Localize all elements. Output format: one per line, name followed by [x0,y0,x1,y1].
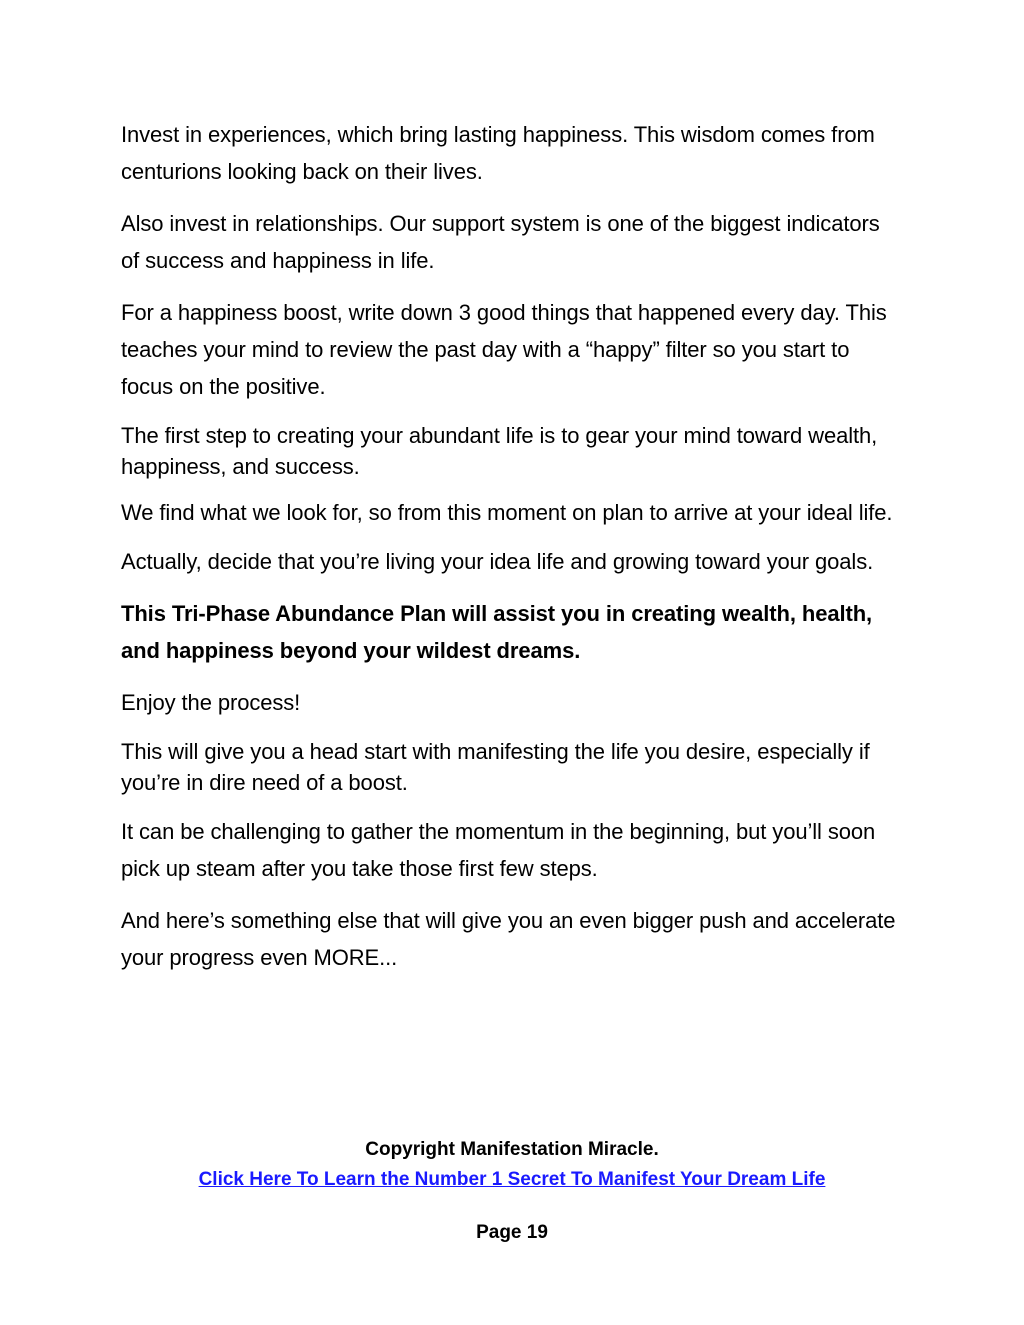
page-number: Page 19 [476,1222,548,1243]
footer-copyright: Copyright Manifestation Miracle. [365,1139,659,1160]
paragraph-decide: Actually, decide that you’re living your idea life and growing toward your goals. [121,549,874,574]
paragraph-momentum: It can be challenging to gather the momentum in the beginning, but you’ll soon pick up steam after you take those first few steps. [121,819,876,881]
footer-link-line [0,1169,1024,1191]
paragraph-head-start: This will give you a head start with manifesting the life you desire, especially if you’re in dire need of a boost. [121,739,870,795]
paragraph-experiences: Invest in experiences, which bring lasting happiness. This wisdom comes from centurions looking back on their lives. [121,122,875,184]
paragraph-find-what-we-look-for: We find what we look for, so from this moment on plan to arrive at your ideal life. [121,500,893,525]
document-body [121,116,901,991]
paragraph-relationships: Also invest in relationships. Our support system is one of the biggest indicators of success and happiness in life. [121,211,880,273]
secret-link[interactable]: Click Here To Learn the Number 1 Secret To Manifest Your Dream Life [198,1169,826,1190]
paragraph-first-step: The first step to creating your abundant life is to gear your mind toward wealth, happiness, and success. [121,423,878,479]
paragraph-happiness-boost: For a happiness boost, write down 3 good things that happened every day. This teaches your mind to review the past day with a “happy” filter so you start to focus on the positive. [121,300,887,399]
paragraph-enjoy: Enjoy the process! [121,690,301,715]
paragraph-tri-phase-plan: This Tri-Phase Abundance Plan will assist you in creating wealth, health, and happiness beyond your wildest dreams. [121,601,873,663]
paragraph-bigger-push: And here’s something else that will give you an even bigger push and accelerate your progress even MORE... [121,908,896,970]
